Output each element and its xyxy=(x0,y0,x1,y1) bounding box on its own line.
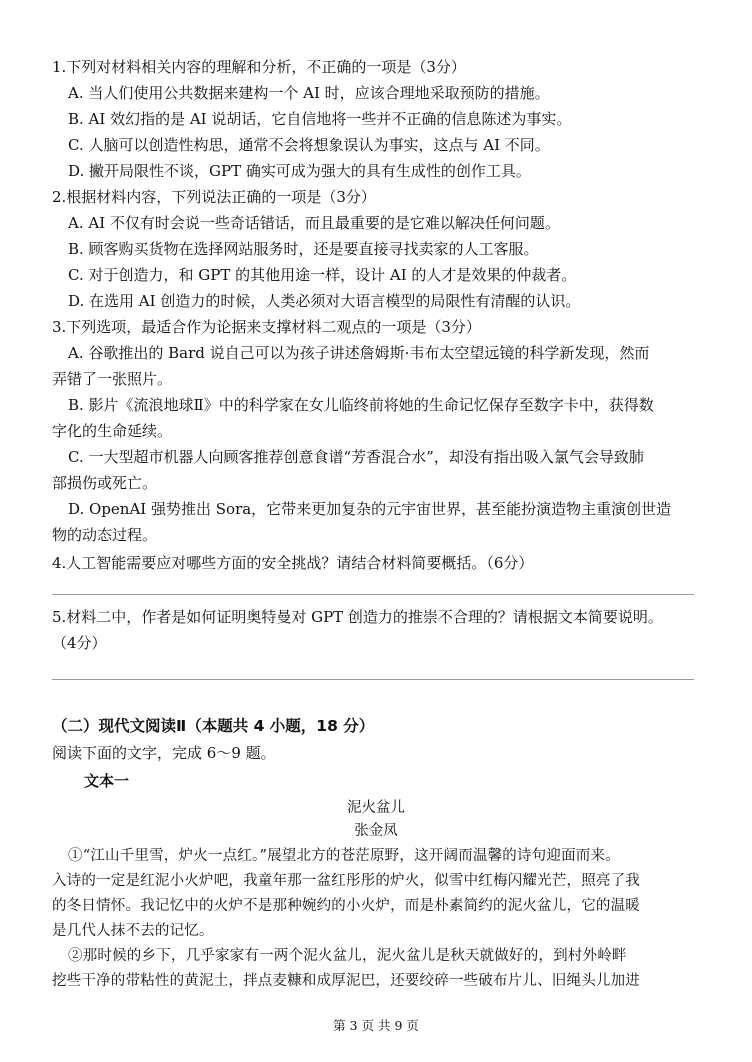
question-1-stem: 1.下列对材料相关内容的理解和分析，不正确的一项是（3分） xyxy=(52,58,466,76)
article-author: 张金凤 xyxy=(354,823,398,839)
question-3-option-d: D. OpenAI 强势推出 Sora，它带来更加复杂的元宇宙世界，甚至能扮演造物主重演创世造 xyxy=(68,500,672,518)
question-1-option-c: C. 人脑可以创造性构思，通常不会将想象误认为事实，这点与 AI 不同。 xyxy=(68,136,550,154)
question-5-stem: 5.材料二中，作者是如何证明奥特曼对 GPT 创造力的推崇不合理的？请根据文本简要说明。 xyxy=(52,608,663,626)
question-1-option-b: B. AI 效幻指的是 AI 说胡话，它自信地将一些并不正确的信息陈述为事实。 xyxy=(68,110,572,128)
question-2-option-b: B. 顾客购买货物在选择网站服务时，还是要直接寻找卖家的人工客服。 xyxy=(68,240,539,258)
question-2-option-c: C. 对于创造力，和 GPT 的其他用途一样，设计 AI 的人才是效果的仲裁者。 xyxy=(68,266,577,284)
paragraph-1-line-2: 入诗的一定是红泥小火炉吧，我童年那一盆红彤彤的炉火，似雪中红梅闪耀光芒，照亮了我 xyxy=(52,873,640,889)
question-3-option-b: B. 影片《流浪地球Ⅱ》中的科学家在女儿临终前将她的生命记忆保存至数字卡中，获得数 xyxy=(68,396,654,414)
paragraph-1-line-4: 是几代人抹不去的记忆。 xyxy=(52,923,214,939)
section-title: （二）现代文阅读Ⅱ（本题共 4 小题，18 分） xyxy=(52,717,375,735)
text-label: 文本一 xyxy=(84,772,130,790)
question-3-stem: 3.下列选项，最适合作为论据来支撑材料二观点的一项是（3分） xyxy=(52,318,481,336)
question-3-option-a-cont: 弄错了一张照片。 xyxy=(52,370,173,388)
question-4-stem: 4.人工智能需要应对哪些方面的安全挑战？请结合材料简要概括。（6分） xyxy=(52,554,534,572)
question-2-stem: 2.根据材料内容，下列说法正确的一项是（3分） xyxy=(52,188,376,206)
article-title: 泥火盆儿 xyxy=(347,800,405,816)
paragraph-1-line-1: ①“江山千里雪，炉火一点红。”展望北方的苍茫原野，这开阔而温馨的诗句迎面而来。 xyxy=(68,848,620,864)
question-2-option-a: A. AI 不仅有时会说一些奇话错话，而且最重要的是它难以解决任何问题。 xyxy=(68,214,560,232)
question-3-option-b-cont: 字化的生命延续。 xyxy=(52,422,173,440)
paragraph-1-line-3: 的冬日情怀。我记忆中的火炉不是那种婉约的小火炉，而是朴素简约的泥火盆儿，它的温暖 xyxy=(52,898,640,914)
answer-line-4 xyxy=(52,594,694,595)
question-3-option-c: C. 一大型超市机器人向顾客推荐创意食谱“芳香混合水”，却没有指出吸入氯气会导致肺 xyxy=(68,448,644,466)
question-5-stem-cont: （4分） xyxy=(52,634,107,652)
question-2-option-d: D. 在选用 AI 创造力的时候，人类必须对大语言模型的局限性有清醒的认识。 xyxy=(68,292,581,310)
section-instruction: 阅读下面的文字，完成 6～9 题。 xyxy=(52,744,276,762)
page-footer: 第 3 页 共 9 页 xyxy=(333,1018,419,1033)
paragraph-2-line-2: 挖些干净的带粘性的黄泥土，拌点麦糠和成厚泥巴，还要绞碎一些破布片儿、旧绳头儿加进 xyxy=(52,973,640,989)
answer-line-5 xyxy=(52,679,694,680)
question-3-option-d-cont: 物的动态过程。 xyxy=(52,526,158,544)
question-3-option-a: A. 谷歌推出的 Bard 说自己可以为孩子讲述詹姆斯·韦布太空望远镜的科学新发现，然而 xyxy=(68,344,650,362)
paragraph-2-line-1: ②那时候的乡下，几乎家家有一两个泥火盆儿，泥火盆儿是秋天就做好的，到村外岭畔 xyxy=(68,948,627,964)
question-1-option-a: A. 当人们使用公共数据来建构一个 AI 时，应该合理地采取预防的措施。 xyxy=(68,84,550,102)
question-1-option-d: D. 撇开局限性不谈，GPT 确实可成为强大的具有生成性的创作工具。 xyxy=(68,162,531,180)
question-3-option-c-cont: 部损伤或死亡。 xyxy=(52,474,158,492)
